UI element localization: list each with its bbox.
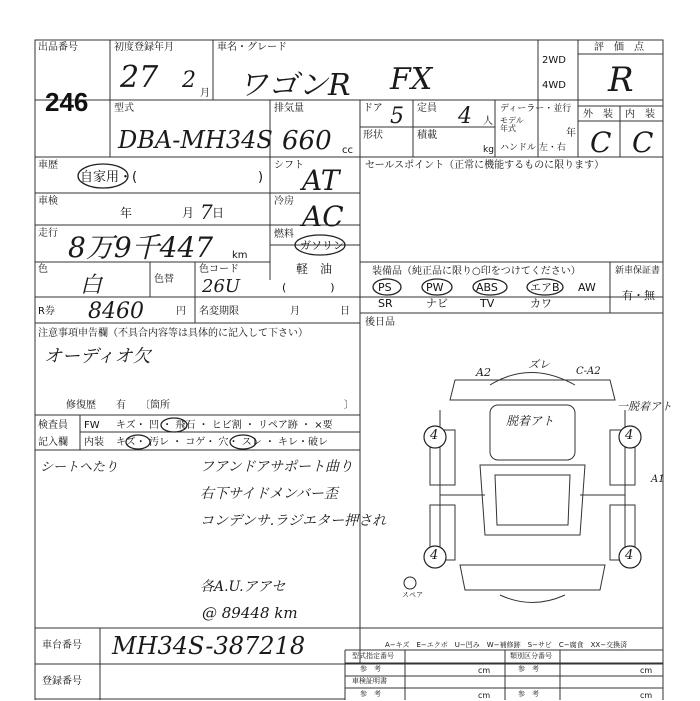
shape-label: 形状 (363, 130, 383, 141)
after-items-label: 後日品 (365, 317, 395, 328)
damage-c-a2: C-A2 (576, 366, 601, 377)
equip-pw: PW (426, 281, 444, 294)
warranty-label: 新車保証書 (615, 266, 661, 276)
remark-line-4: 各A.U.アアセ (200, 579, 286, 595)
reg-cert-label: 車検証明書 (352, 677, 387, 685)
inspection-day: 7 (200, 200, 213, 224)
fuel-label: 燃料 (274, 229, 294, 240)
notes-label: 注意事項申告欄（不具合内容等は具体的に記入して下さい） (38, 328, 308, 339)
notes: オーディオ欠 (44, 346, 151, 367)
registration-year: 27 (120, 60, 159, 95)
equip-navi: ナビ (426, 297, 448, 310)
tire-front-left: 4 (430, 428, 439, 443)
exterior-label: 外 装 (583, 109, 613, 120)
kg-unit: kg (483, 145, 494, 155)
equipment-label: 装備品（純正品に限り○印をつけてください） (372, 266, 581, 277)
equip-tv: TV (480, 297, 495, 310)
registration-month: 2 (182, 68, 196, 93)
history-value: 自家用・( (80, 170, 138, 185)
repair-value: 有 (116, 400, 126, 411)
inspection-year-unit: 年 (120, 206, 133, 220)
color-change-label: 色替 (154, 274, 174, 285)
damage-removal-center: 脱着アト (506, 414, 555, 428)
mileage-label: 走行 (38, 228, 58, 239)
chassis-number: MH34S-387218 (112, 632, 306, 660)
equip-airbag: エアB (530, 281, 560, 294)
remark-line-3: コンデンサ.ラジエター押され (200, 513, 387, 529)
history-label: 車歴 (38, 160, 58, 171)
inspection-day-unit: 日 (212, 206, 225, 220)
interior-label: 内 装 (625, 109, 655, 120)
shift-label: シフト (274, 160, 304, 171)
class-label: 類別区分番号 (510, 652, 552, 660)
remark-seat: シートヘたり (40, 460, 119, 475)
repair-place: 〔箇所 (140, 400, 170, 411)
recycle-label: R券 (38, 306, 55, 317)
yen-unit: 円 (176, 306, 186, 317)
class-ref: 参 考 (518, 665, 539, 673)
load-label: 積載 (417, 130, 437, 141)
inspector-entry-label: 記入欄 (38, 437, 68, 448)
remark-line-1: フアンドアサポート曲り (200, 459, 354, 475)
model-year-label-1: モデル (500, 116, 524, 125)
repair-label: 修復歴 (66, 400, 96, 411)
cm-unit-1: cm (478, 666, 491, 675)
mileage: 8万9千447 (68, 231, 214, 264)
capacity: 4 (458, 104, 472, 129)
cm-unit-2: cm (640, 666, 653, 675)
inspector-interior-label: 内装 (84, 437, 104, 448)
cm-unit-4: cm (640, 691, 653, 700)
score-label: 評 価 点 (594, 42, 644, 53)
damage-a2-front: A2 (476, 366, 491, 379)
remark-line-5: @ 89448 km (202, 604, 298, 622)
model-code: DBA-MH34S (118, 126, 273, 154)
interior-grade: C (632, 126, 654, 159)
fuel-gasoline: ガソリン (300, 239, 344, 252)
inspector-exterior-row: キズ・ 凹 ・ 飛石 ・ ヒビ割 ・ リペア跡 ・ ×要 (116, 420, 333, 431)
shift: AT (302, 164, 340, 197)
recycle-fee: 8460 (88, 299, 144, 324)
name-change-month: 月 (290, 306, 300, 317)
exterior-grade: C (590, 126, 612, 159)
type-cert-ref: 参 考 (360, 665, 381, 673)
warranty-value: 有・無 (622, 289, 655, 302)
equip-sr: SR (378, 297, 393, 310)
tire-rear-right: 4 (625, 548, 634, 563)
spare-label: スペア (402, 591, 423, 599)
grade: FX (390, 62, 433, 97)
color-code: 26U (202, 276, 241, 297)
history-close: ) (258, 170, 264, 185)
damage-legend: A−キズ E−エクボ U−凹み W−補修跡 S−サビ C−腐食 XX−交換済 (385, 641, 628, 649)
damage-removal-right: 一脱着アト (617, 400, 672, 413)
capacity-label: 定員 (417, 103, 437, 114)
displacement: 660 (282, 126, 332, 156)
displacement-label: 排気量 (274, 103, 304, 114)
chassis-label: 車台番号 (42, 640, 82, 651)
inspector-label: 検査員 (38, 420, 68, 431)
first-registration-label: 初度登録年月 (114, 42, 174, 53)
color-code-label: 色コード (199, 264, 239, 275)
fuel-diesel: 軽 油 (296, 262, 333, 276)
door-label: ドア (363, 103, 383, 114)
inspector-interior-row: キズ・ 汚レ ・ コゲ・ 穴・ スレ ・ キレ・破レ (116, 437, 328, 448)
tire-rear-left: 4 (430, 548, 439, 563)
registration-label: 登録番号 (42, 676, 82, 687)
car-name: ワゴンR (238, 68, 351, 103)
fuel-other: ( ) (282, 281, 335, 294)
capacity-unit: 人 (483, 116, 493, 127)
damage-a1-right: A1 (651, 474, 665, 485)
km-unit: km (232, 250, 248, 261)
door-count: 5 (390, 104, 404, 129)
equip-abs: ABS (476, 281, 498, 294)
name-change-label: 名変期限 (199, 306, 239, 317)
handle-label: ハンドル 左・右 (500, 143, 566, 153)
model-year-label-2: 年式 (500, 124, 516, 133)
lot-number: 246 (45, 87, 89, 117)
tire-front-right: 4 (625, 428, 634, 443)
inspection-label: 車検 (38, 196, 58, 207)
color-label: 色 (38, 264, 48, 275)
damage-misalignment: ズレ (528, 358, 550, 371)
cm-unit-3: cm (478, 691, 491, 700)
repair-close: 〕 (344, 400, 354, 411)
type-cert-label: 型式指定番号 (352, 652, 394, 660)
car-name-grade-label: 車名・グレード (217, 42, 287, 53)
air-conditioner: AC (302, 200, 344, 233)
drive-4wd: 4WD (542, 80, 566, 91)
equip-leather: カワ (530, 297, 552, 310)
reg-class-ref: 参 考 (518, 690, 539, 698)
inspector-fw: FW (84, 420, 100, 431)
sales-point-label: セールスポイント（正常に機能するものに限ります） (365, 160, 605, 171)
color: 白 (80, 273, 103, 298)
equip-aw: AW (578, 281, 596, 294)
ac-label: 冷房 (274, 196, 294, 207)
name-change-day: 日 (340, 306, 350, 317)
inspection-month-unit: 月 (182, 206, 195, 220)
equip-ps: PS (378, 281, 392, 294)
year-unit: 年 (566, 128, 576, 139)
lot-number-label: 出品番号 (38, 42, 78, 53)
model-label: 型式 (114, 103, 134, 114)
dealer-label: ディーラー・並行 (500, 104, 572, 114)
cc-unit: cc (342, 145, 353, 156)
remark-line-2: 右下サイドメンバー歪 (200, 486, 338, 502)
score: R (608, 60, 634, 100)
reg-cert-ref: 参 考 (360, 690, 381, 698)
drive-2wd: 2WD (542, 55, 566, 66)
month-unit: 月 (200, 88, 210, 99)
